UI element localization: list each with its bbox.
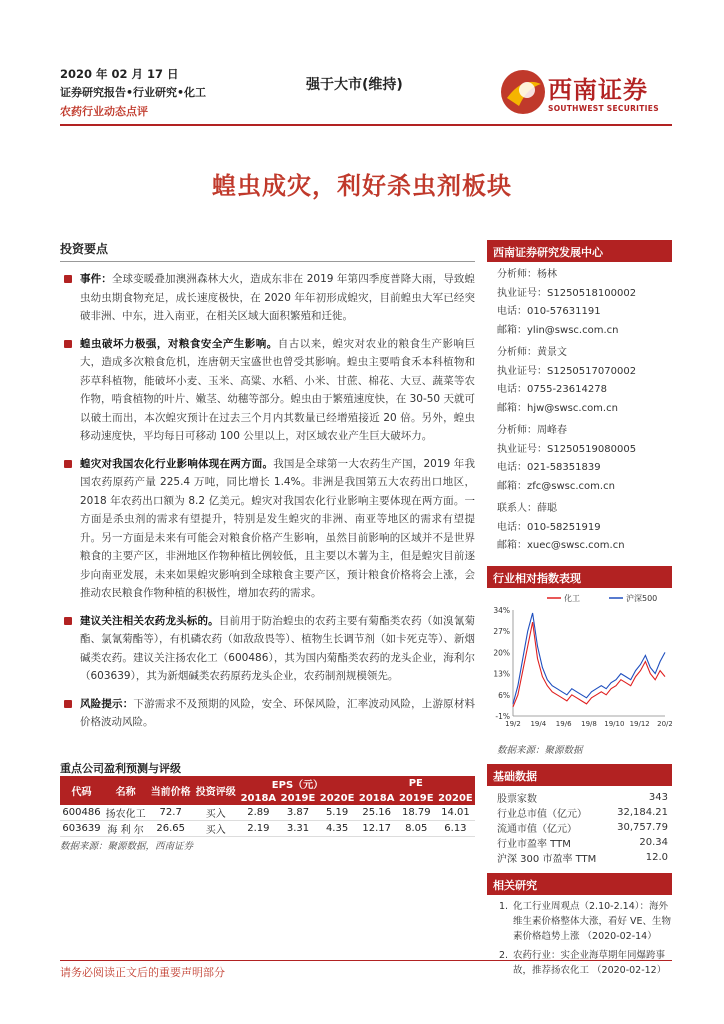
table-row <box>487 850 672 865</box>
footer-divider <box>60 960 672 961</box>
analyst-name: 分析师：杨林 <box>497 269 557 280</box>
col-year: 2019E <box>278 791 317 805</box>
series-line-1 <box>513 613 665 704</box>
bullet-icon <box>64 340 72 348</box>
related-num: 2. <box>499 949 509 961</box>
basic-data-title: 基础数据 <box>487 764 672 786</box>
cell: 5.19 <box>318 805 357 821</box>
analyst-email[interactable]: 邮箱：hjw@swsc.com.cn <box>497 402 618 414</box>
contact-name: 联系人：薛聪 <box>497 503 557 514</box>
basic-key: 流通市值（亿元） <box>497 823 577 835</box>
analyst-email[interactable]: 邮箱：zfc@swsc.com.cn <box>497 480 615 492</box>
point-lead: 蝗灾对我国农化行业影响体现在两方面。 <box>80 457 274 470</box>
sidebar <box>487 240 672 978</box>
point-text: 全球变暖叠加澳洲森林大火，造成东非在 2019 年第四季度普降大雨，导致蝗虫幼虫期食物充足，成长速度极快，在 2020 年年初形成蝗灾，目前蝗虫大军已经突破非洲、中东，进入南亚，在相关区域大面积繁殖和迁徙。 <box>80 273 476 322</box>
cell: 4.35 <box>318 821 357 837</box>
analyst-phone: 电话：021-58351839 <box>497 462 601 473</box>
y-tick-label: -1% <box>495 711 510 721</box>
related-text: 化工行业周观点（2.10-2.14）：海外维生素价格整体大涨，看好 VE、生物素价格趋势上涨 （2020-02-14） <box>513 900 672 942</box>
point-lead: 事件： <box>80 273 112 285</box>
basic-key: 行业市盈率 TTM <box>497 838 571 850</box>
table-row <box>60 805 475 821</box>
contact-phone: 电话：010-58251919 <box>497 521 601 533</box>
basic-value: 12.0 <box>645 851 668 863</box>
cell: 26.65 <box>148 821 193 837</box>
basic-key: 股票家数 <box>497 793 537 805</box>
table-row <box>487 820 672 835</box>
cell: 12.17 <box>357 821 397 837</box>
research-center-title: 西南证券研究发展中心 <box>487 240 672 262</box>
cell: 2.19 <box>238 821 278 837</box>
col-year: 2020E <box>318 791 357 805</box>
forecast-table <box>60 776 475 837</box>
header-divider <box>60 124 672 126</box>
related-research-title: 相关研究 <box>487 873 672 895</box>
x-tick-label: 19/2 <box>505 719 521 728</box>
analyst-license: 执业证号：S1250517070002 <box>497 365 637 377</box>
y-tick-label: 13% <box>493 669 510 679</box>
point-lead: 蝗虫破坏力极强，对粮食安全产生影响。 <box>80 337 278 350</box>
cell: 603639 <box>60 821 103 837</box>
analyst-phone: 电话：0755-23614278 <box>497 384 607 395</box>
index-chart-svg <box>487 588 672 738</box>
y-tick-label: 34% <box>493 605 510 615</box>
cell: 6.13 <box>436 821 475 837</box>
investment-point <box>60 455 475 603</box>
cell: 3.87 <box>278 805 317 821</box>
analyst-license: 执业证号：S1250519080005 <box>497 443 637 455</box>
x-tick-label: 20/2 <box>657 719 672 728</box>
bullet-icon <box>64 460 72 468</box>
cell: 扬农化工 <box>103 805 148 821</box>
industry-rating: 强于大市(维持) <box>306 77 403 93</box>
cell: 8.05 <box>397 821 436 837</box>
cell: 买入 <box>193 821 238 837</box>
cell: 18.79 <box>397 805 436 821</box>
page-title: 蝗虫成灾，利好杀虫剂板块 <box>212 172 512 200</box>
bullet-icon <box>64 700 72 708</box>
y-tick-label: 6% <box>498 690 510 700</box>
chart-source: 数据来源：聚源数据 <box>497 744 583 756</box>
x-tick-label: 19/8 <box>581 719 597 728</box>
analyst-phone: 电话：010-57631191 <box>497 306 601 317</box>
analyst-name: 分析师：周峰春 <box>497 425 567 436</box>
analyst-license: 执业证号：S1250518100002 <box>497 287 637 299</box>
x-tick-label: 19/6 <box>555 719 572 728</box>
report-date: 2020 年 02 月 17 日 <box>60 67 179 81</box>
table-row <box>60 821 475 837</box>
cell: 买入 <box>193 805 238 821</box>
analyst-name: 分析师：黄景文 <box>497 347 567 358</box>
related-item[interactable] <box>487 899 672 944</box>
point-text: 自古以来，蝗灾对农业的粮食生产影响巨大，造成多次粮食危机，连唐朝天宝盛世也曾受其影响。蝗虫主要啃食禾本科植物和莎草科植物，能破坏小麦、玉米、高粱、水稻、小米、甘蔗、棉花、大豆、蔬菜等农作物，啃食植物的叶片、嫩茎、幼穗等部分。蝗虫由于繁殖速度快，在 30-50 天就可以破土而出，本次蝗灾预计在过去三个月内其数量已经增殖接近 20 倍。另外，蝗虫移动速度快，平均每日可移动 100 公里以上，对区域农业产生巨大破坏力。 <box>80 337 476 442</box>
bullet-icon <box>64 275 72 283</box>
y-tick-label: 20% <box>493 647 510 657</box>
analyst-email[interactable]: 邮箱：ylin@swsc.com.cn <box>497 324 619 336</box>
related-item[interactable] <box>487 948 672 978</box>
index-chart-title: 行业相对指数表现 <box>487 566 672 588</box>
x-tick-label: 19/4 <box>530 719 547 728</box>
col-price: 当前价格 <box>148 776 193 805</box>
table-row <box>487 805 672 820</box>
col-name: 名称 <box>103 776 148 805</box>
table-source: 数据来源：聚源数据，西南证券 <box>60 841 194 852</box>
investment-point <box>60 695 475 732</box>
point-lead: 风险提示： <box>80 697 134 710</box>
y-tick-label: 27% <box>493 626 510 636</box>
point-text: 目前用于防治蝗虫的农药主要有菊酯类农药（如溴氰菊酯、氯氰菊酯等），有机磷农药（如敌敌畏等）、植物生长调节剂（如卡死克等）、新烟碱类农药。建议关注扬农化工（600486），其为国内菊酯类农药的龙头企业，海利尔（603639），其为新烟碱类农药原药龙头企业，农药制剂规模领先。 <box>80 614 476 682</box>
col-eps: EPS（元） <box>238 776 356 791</box>
table-row <box>487 835 672 850</box>
legend-label: 化工 <box>564 593 580 603</box>
investment-point <box>60 270 475 326</box>
investment-point <box>60 335 475 446</box>
basic-value: 30,757.79 <box>617 821 668 833</box>
col-pe: PE <box>357 776 475 791</box>
legend-label: 沪深500 <box>626 593 658 603</box>
bullet-icon <box>64 617 72 625</box>
basic-value: 20.34 <box>639 836 668 848</box>
table-row <box>487 790 672 805</box>
cell: 2.89 <box>238 805 278 821</box>
investment-section <box>60 240 475 741</box>
report-subcategory: 农药行业动态点评 <box>60 105 148 118</box>
basic-key: 行业总市值（亿元） <box>497 808 587 820</box>
cell: 海 利 尔 <box>103 821 148 837</box>
col-year: 2018A <box>238 791 278 805</box>
basic-data-table <box>487 790 672 865</box>
investment-heading: 投资要点 <box>60 240 475 262</box>
forecast-table-title: 重点公司盈利预测与评级 <box>60 762 181 775</box>
footer-disclaimer[interactable]: 请务必阅读正文后的重要声明部分 <box>60 966 225 979</box>
related-text: 农药行业：实企业海草期年同爆跨事故，推荐扬农化工 （2020-02-12） <box>513 949 667 976</box>
basic-value: 32,184.21 <box>617 806 668 818</box>
contact-email[interactable]: 邮箱：xuec@swsc.com.cn <box>497 540 625 551</box>
col-year: 2018A <box>357 791 397 805</box>
x-tick-label: 19/12 <box>629 719 650 728</box>
point-text: 我国是全球第一大农药生产国，2019 年我国农药原药产量 225.4 万吨，同比增长 1.4%。非洲是我国第五大农药出口地区，2018 年农药出口额为 8.2 亿美元。蝗灾对我国农化行业影响主要体现在两方面。一方面是杀虫剂的需求有望提升，特别是发生蝗灾的非洲、南亚等地区的需求有望提升。另一方面是未来有可能会对粮食价格产生影响，虽然目前影响的区域并不是世界粮食的主要产区，非洲地区作物种植比例较低，且主要以木薯为主，但是蝗灾目前逐步向南亚发展，未来如果蝗灾影响到全球粮食主要产区，预计粮食价格将会上涨，会推动农民粮食作物种植的积极性，增加农药的需求。 <box>80 457 475 599</box>
report-category: 证券研究报告•行业研究•化工 <box>60 86 207 99</box>
cell: 25.16 <box>357 805 397 821</box>
basic-value: 343 <box>648 791 668 803</box>
point-lead: 建议关注相关农药龙头标的。 <box>80 614 219 627</box>
point-text: 下游需求不及预期的风险，安全、环保风险，汇率波动风险，上游原材料价格波动风险。 <box>80 697 476 728</box>
cell: 72.7 <box>148 805 193 821</box>
cell: 600486 <box>60 805 103 821</box>
col-code: 代码 <box>60 776 103 805</box>
x-tick-label: 19/10 <box>604 719 625 728</box>
investment-point <box>60 612 475 686</box>
company-logo-en: SOUTHWEST SECURITIES <box>548 104 659 113</box>
related-num: 1. <box>499 900 509 912</box>
cell: 3.31 <box>278 821 317 837</box>
cell: 14.01 <box>436 805 475 821</box>
col-year: 2019E <box>397 791 436 805</box>
analyst-block <box>487 262 672 556</box>
company-logo-text: 西南证券 <box>548 76 648 104</box>
col-year: 2020E <box>436 791 475 805</box>
index-chart <box>487 588 672 738</box>
basic-key: 沪深 300 市盈率 TTM <box>497 853 597 865</box>
col-rating: 投资评级 <box>193 776 238 805</box>
